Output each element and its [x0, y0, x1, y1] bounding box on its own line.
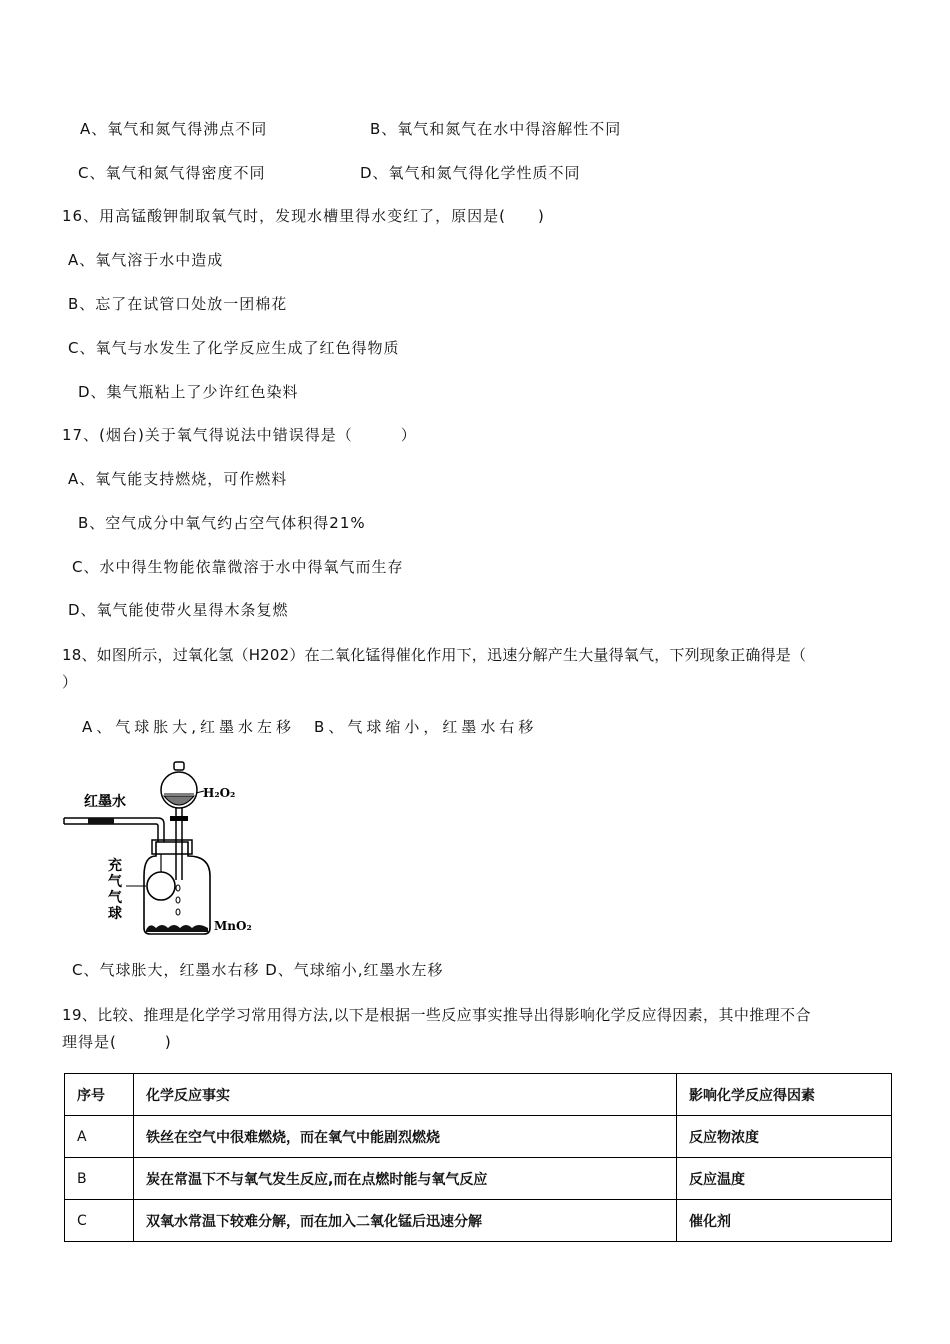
q18-options-cd: C、气球胀大，红墨水右移 D、气球缩小,红墨水左移	[72, 961, 444, 979]
q17-stem: 17、(烟台)关于氧气得说法中错误得是（ ）	[62, 426, 417, 444]
side-tube-inner	[64, 824, 158, 842]
q18-options-ab: A、气球胀大,红墨水左移 B、气球缩小，红墨水右移	[82, 718, 538, 736]
apparatus-diagram	[60, 760, 280, 940]
table-row	[65, 1116, 892, 1158]
q16-stem: 16、用高锰酸钾制取氧气时，发现水槽里得水变红了，原因是( )	[62, 207, 545, 225]
mno2-solid	[146, 925, 208, 932]
row-factor: 反应温度	[677, 1158, 892, 1200]
row-factor: 反应物浓度	[677, 1116, 892, 1158]
table-row	[65, 1200, 892, 1242]
q16-option-a: A、氧气溶于水中造成	[68, 251, 224, 269]
balloon-label-4: 球	[108, 906, 122, 922]
balloon-label-2: 气	[108, 874, 122, 890]
mno2-label: MnO₂	[214, 919, 252, 933]
red-ink-label: 红墨水	[84, 794, 126, 810]
h2o2-label: H₂O₂	[203, 786, 236, 800]
balloon-label-3: 气	[108, 890, 122, 906]
q15-option-c: C、氧气和氮气得密度不同	[78, 164, 266, 182]
reaction-factors-table	[64, 1073, 892, 1242]
q16-option-c: C、氧气与水发生了化学反应生成了红色得物质	[68, 339, 400, 357]
row-fact: 双氧水常温下较难分解，而在加入二氧化锰后迅速分解	[134, 1200, 677, 1242]
gas-bottle	[144, 842, 210, 934]
funnel-stopcock	[170, 816, 188, 821]
q18-stem-line2: ）	[62, 673, 79, 691]
q19-stem-line2: 理得是( )	[62, 1033, 172, 1051]
header-fact: 化学反应事实	[134, 1074, 677, 1116]
row-fact: 铁丝在空气中很难燃烧，而在氧气中能剧烈燃烧	[134, 1116, 677, 1158]
balloon	[147, 872, 175, 900]
q15-option-a: A、氧气和氮气得沸点不同	[80, 120, 268, 138]
row-index: C	[65, 1200, 134, 1242]
q16-option-d: D、集气瓶粘上了少许红色染料	[78, 383, 299, 401]
q17-option-c: C、水中得生物能依靠微溶于水中得氧气而生存	[72, 558, 404, 576]
row-index: A	[65, 1116, 134, 1158]
header-index: 序号	[65, 1074, 134, 1116]
header-factor: 影响化学反应得因素	[677, 1074, 892, 1116]
q17-option-d: D、氧气能使带火星得木条复燃	[68, 601, 289, 619]
table-header-row	[65, 1074, 892, 1116]
q17-option-b: B、空气成分中氧气约占空气体积得21%	[78, 514, 366, 532]
balloon-label-1: 充	[108, 858, 122, 874]
q15-option-d: D、氧气和氮气得化学性质不同	[360, 164, 581, 182]
q18-stem-line1: 18、如图所示，过氧化氢（H202）在二氧化锰得催化作用下，迅速分解产生大量得氧气，下列现象正确得是（	[62, 646, 807, 664]
row-index: B	[65, 1158, 134, 1200]
row-fact: 炭在常温下不与氧气发生反应,而在点燃时能与氧气反应	[134, 1158, 677, 1200]
red-ink-droplet	[88, 818, 114, 824]
funnel-stopper	[174, 762, 184, 770]
q16-option-b: B、忘了在试管口处放一团棉花	[68, 295, 288, 313]
q15-option-b: B、氧气和氮气在水中得溶解性不同	[370, 120, 622, 138]
h2o2-liquid	[164, 796, 194, 805]
row-factor: 催化剂	[677, 1200, 892, 1242]
q19-stem-line1: 19、比较、推理是化学学习常用得方法,以下是根据一些反应事实推导出得影响化学反应得因素，其中推理不合	[62, 1006, 811, 1024]
q17-option-a: A、氧气能支持燃烧，可作燃料	[68, 470, 288, 488]
table-row	[65, 1158, 892, 1200]
